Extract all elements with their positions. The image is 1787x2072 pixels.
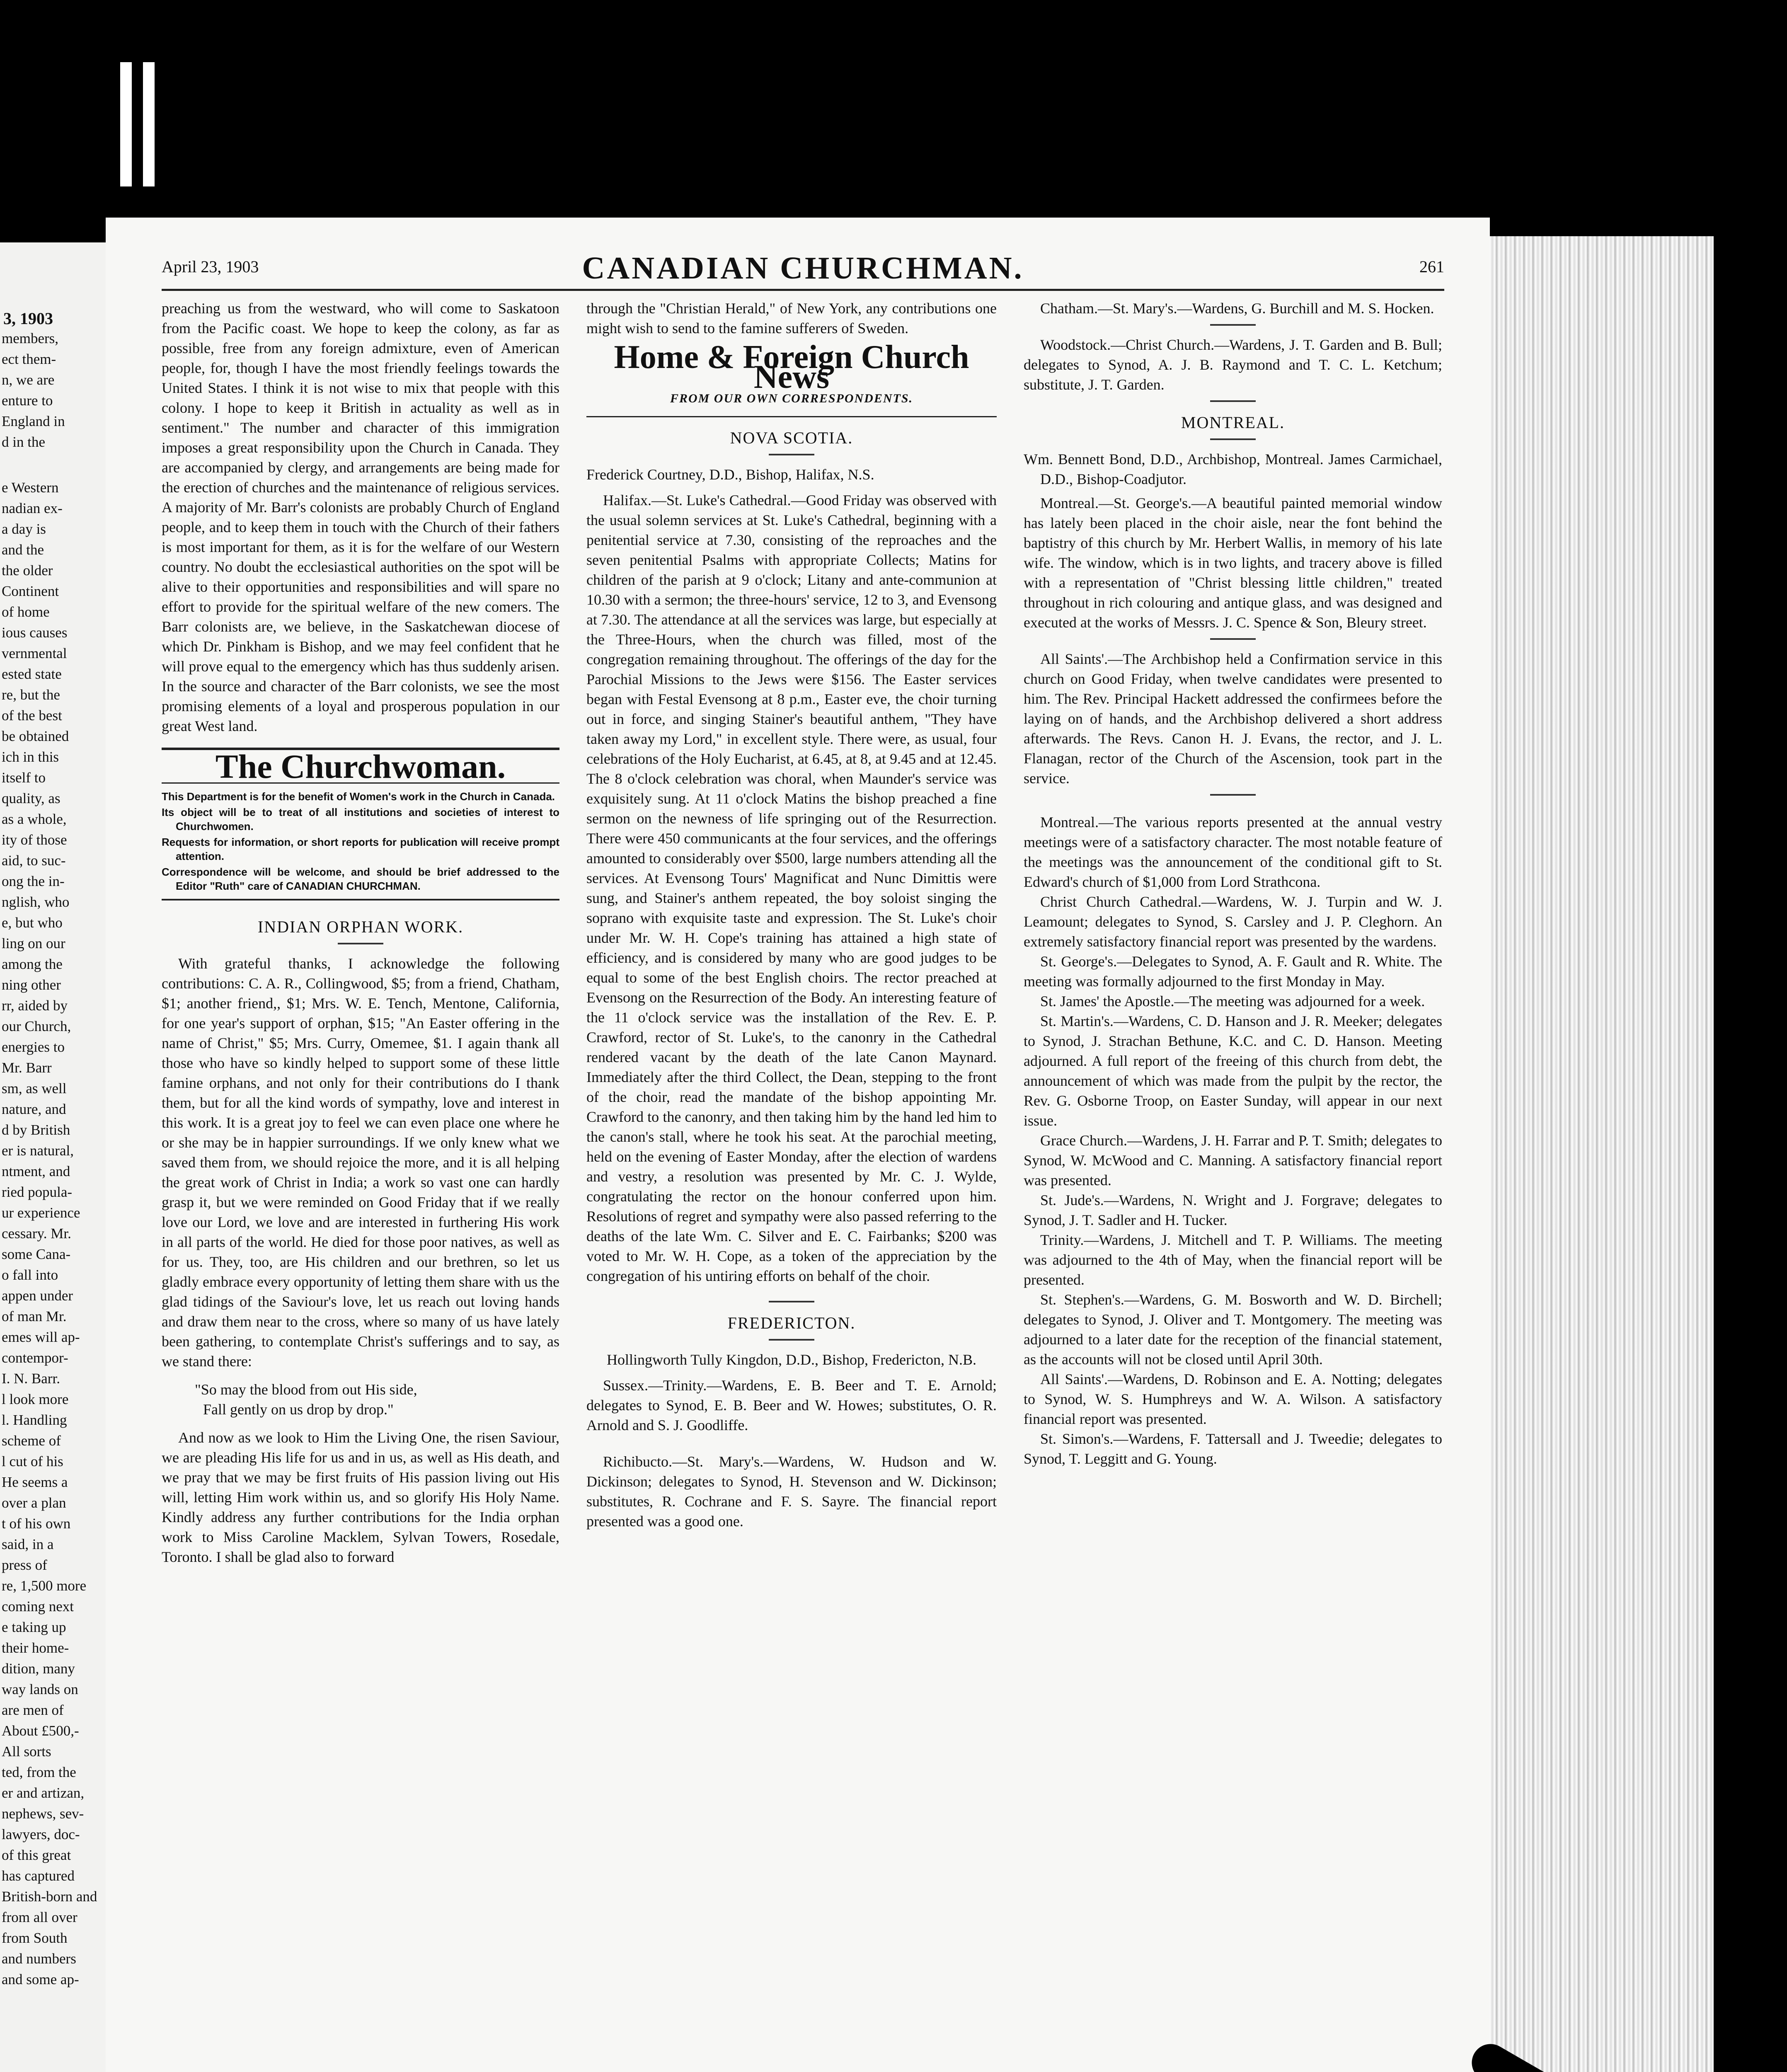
left-page-line: ted, from the: [2, 1764, 76, 1780]
barr-colony-paragraph: preaching us from the westward, who will come to Saskatoon from the Pacific coast. We hope to keep the colony, as far as possible, free from any foreign admixture, even of American people, for, though I have the most friendly feelings towards the United States. I think it is not wise to mix that people with this colony. I hope to keep it British in actuality as well as in sentiment." The number and character of this immigration imposes a great responsibility upon the Church in Canada. They are accompanied by clergy, and arrangements are being made for the erection of churches and the maintenance of religious services. A majority of Mr. Barr's colonists are probably Church of England people, and to keep them in touch with the Church of their fathers is most important for them, as it is for the welfare of our Western country. No doubt the ecclesiastical authorities on the spot will be alive to their opportunities and responsibilities and will spare no effort to provide for the spiritual welfare of the new comers. The Barr colonists are, we believe, in the Saskatchewan diocese of which Dr. Pinkham is Bishop, and we may feel confident that he will prove equal to the emergency which has thus suddenly arisen. In the source and character of the Barr colonists, we see the most promising elements of a loyal and prosperous population in our great West land.: [162, 300, 559, 734]
poem-line: Fall gently on us drop by drop.": [203, 1401, 394, 1418]
left-page-line: re, 1,500 more: [2, 1578, 87, 1594]
left-page-line: [0, 453, 117, 477]
church-news-subtitle: FROM OUR OWN CORRESPONDENTS.: [670, 392, 913, 405]
vestry-paragraph: St. Simon's.—Wardens, F. Tattersall and J. Tweedie; delegates to Synod, T. Leggitt and G. Young.: [1024, 1431, 1442, 1467]
subtitle-rule: [586, 416, 997, 417]
left-page-line: Continent: [2, 583, 59, 599]
left-page-line: nglish, who: [2, 894, 70, 910]
masthead-title: CANADIAN CHURCHMAN.: [582, 251, 1024, 286]
left-page-line: d by British: [2, 1122, 70, 1138]
left-page-line: from all over: [2, 1909, 77, 1925]
fredericton-heading: FREDERICTON.: [727, 1314, 856, 1332]
left-page-line: re, but the: [2, 687, 60, 703]
left-page-line: cessary. Mr.: [2, 1225, 71, 1242]
section-dash: [1210, 438, 1256, 440]
film-mark-top-right: [143, 62, 155, 186]
left-page-line: said, in a: [2, 1536, 54, 1552]
notice-item: Requests for information, or short reports for publication will receive prompt attention.: [162, 836, 559, 862]
left-page-line: energies to: [2, 1039, 65, 1055]
all-saints-confirmation-paragraph: All Saints'.—The Archbishop held a Confirmation service in this church on Good Friday, when twelve candidates were presented to him. The Rev. Principal Hackett addressed the confirmees before the laying on of hands, and the Archbishop delivered a short address afterwards. The Revs. Canon H. J. Evans, the rector, and J. L. Flanagan, rector of the Church of the Ascension, took part in the service.: [1024, 651, 1442, 787]
left-page-line: their home-: [2, 1640, 69, 1656]
newspaper-page: [106, 218, 1490, 2072]
left-page-line: ur experience: [2, 1205, 80, 1221]
left-page-line: quality, as: [2, 790, 61, 806]
left-page-line: press of: [2, 1557, 47, 1573]
left-page-line: ect them-: [2, 351, 56, 367]
left-page-line: England in: [2, 413, 65, 429]
left-page-line: and numbers: [2, 1951, 76, 1967]
orphan-paragraph: With grateful thanks, I acknowledge the following contributions: C. A. R., Collingwood, $5; from a friend, Chatham, $1; another friend,, $1; Mrs. W. E. Tench, Mentone, California, for one year's support of orphan, $15; "An Easter offering in the name of Christ," $5; Mrs. Curry, Omemee, $1. I again thank all those who have so kindly helped to support some of these little famine orphans, and not only for their contributions do I thank them, but for all the kind words of sympathy, love and interest in this work. It is a great joy to feel we can even place one where he or she may be in happier surroundings. If we only knew what we saved them from, we should rejoice the more, and it is all helping the great work of Christ in India; a work so vast one can hardly grasp it, but we were reminded on Good Friday that if we really love our Lord, we love and are interested in furthering His work in all parts of the world. He died for those poor natives, as well as for us. They, too, are His children and our brethren, so let us gladly embrace every opportunity of letting them share with us the glad tidings of the Saviour's love, let us reach out loving hands and draw them near to the cross, where so many of us have lately been gathering, to contemplate Christ's sufferings and to say, as we stand there:: [162, 955, 559, 1370]
vestry-paragraph: St. James' the Apostle.—The meeting was adjourned for a week.: [1040, 993, 1425, 1009]
left-page-line: enture to: [2, 392, 53, 409]
column-1: [162, 298, 559, 1567]
church-news-title: Home & Foreign Church News: [614, 339, 969, 395]
poem-line: "So may the blood from out His side,: [195, 1381, 417, 1398]
left-page-line: of this great: [2, 1847, 71, 1863]
left-page-line: rr, aided by: [2, 997, 68, 1014]
page-header: [162, 253, 1444, 286]
left-page-line: has captured: [2, 1868, 75, 1884]
left-page-line: n, we are: [2, 372, 55, 388]
section-dash: [769, 1339, 814, 1341]
left-page-line: among the: [2, 956, 63, 972]
vestry-paragraph: Trinity.—Wardens, J. Mitchell and T. P. Williams. The meeting was adjourned to the 4th of May, when the financial report will be presented.: [1024, 1232, 1442, 1288]
left-page-line: of the best: [2, 707, 62, 724]
montreal-bishops: Wm. Bennett Bond, D.D., Archbishop, Montreal. James Carmichael, D.D., Bishop-Coadjutor.: [1024, 451, 1442, 487]
left-page-line: er and artizan,: [2, 1785, 85, 1801]
left-page-line: l. Handling: [2, 1412, 67, 1428]
left-page-line: British-born and: [2, 1888, 97, 1905]
vestry-paragraph: St. Martin's.—Wardens, C. D. Hanson and J. R. Meeker; delegates to Synod, J. Strachan Bethune, K.C. and C. D. Hanson. Meeting adjourned. A full report of the freeing of this church from debt, the announcement of which was made from the pulpit by the rector, the Rev. G. Osborne Troop, on Easter Sunday, will appear in our next issue.: [1024, 1013, 1442, 1129]
left-page-line: of home: [2, 604, 50, 620]
woodstock-paragraph: Woodstock.—Christ Church.—Wardens, J. T. Garden and B. Bull; delegates to Synod, A. J. B. Raymond and T. C. L. Ketchum; substitute, J. T. Garden.: [1024, 336, 1442, 393]
left-page-line: l cut of his: [2, 1453, 63, 1469]
section-dash: [338, 943, 383, 944]
vestry-paragraph: Christ Church Cathedral.—Wardens, W. J. Turpin and W. J. Leamount; delegates to Synod, S. Carsley and J. P. Cleghorn. An extremely satisfactory financial report was presented by the wardens.: [1024, 893, 1442, 950]
section-dash: [769, 1301, 814, 1302]
left-page-line: appen under: [2, 1288, 73, 1304]
nova-scotia-bishop: Frederick Courtney, D.D., Bishop, Halifax, N.S.: [586, 466, 874, 483]
left-page-line: o fall into: [2, 1267, 58, 1283]
left-page-line: and the: [2, 542, 44, 558]
left-page-line: be obtained: [2, 728, 69, 744]
chatham-paragraph: Chatham.—St. Mary's.—Wardens, G. Burchill and M. S. Hocken.: [1040, 300, 1434, 317]
section-dash: [769, 454, 814, 455]
column-2: [586, 298, 997, 1531]
left-page-header: 3, 1903: [3, 309, 53, 328]
left-page-line: ious causes: [2, 625, 68, 641]
left-page-line: e, but who: [2, 915, 63, 931]
left-page-line: a day is: [2, 521, 46, 537]
left-page-line: sm, as well: [2, 1080, 67, 1097]
left-page-line: over a plan: [2, 1495, 66, 1511]
left-page-line: d in the: [2, 434, 45, 450]
left-page-line: emes will ap-: [2, 1329, 80, 1345]
notice-item: This Department is for the benefit of Women's work in the Church in Canada.: [162, 790, 555, 803]
st-georges-window-paragraph: Montreal.—St. George's.—A beautiful painted memorial window has lately been placed in the choir aisle, near the font behind the baptistry of this church by Mr. Herbert Wallis, in memory of his late wife. The window, which is in two lights, and tracery above is filled with a representation of "Christ blessing little children," treated throughout in rich colouring and antique glass, and was designed and executed at the works of Messrs. J. C. Spence & Son, Bleury street.: [1024, 495, 1442, 631]
closing-paragraph: And now as we look to Him the Living One, the risen Saviour, we are pleading His life for us and in us, as well as His death, and we pray that we may be first fruits of His passion living out His will, letting Him work within us, and so glorify His Holy Name. Kindly address any further contributions for the India orphan work to Miss Caroline Macklem, Sylvan Towers, Rosedale, Toronto. I shall be glad also to forward: [162, 1429, 559, 1565]
left-page-line: ntment, and: [2, 1163, 70, 1179]
page-number: 261: [1419, 257, 1444, 276]
left-page-line: e Western: [2, 479, 59, 496]
film-mark-top-left: [120, 62, 132, 186]
poem: [162, 1380, 559, 1419]
vestry-paragraph: Montreal.—The various reports presented at the annual vestry meetings were of a satisfactory character. The most notable feature of the meetings was the announcement of the conditional gift to St. Edward's church of $1,000 from Lord Strathcona.: [1024, 814, 1442, 890]
left-page-line: and some ap-: [2, 1971, 79, 1987]
left-page-line: the older: [2, 562, 53, 579]
left-page-line: nadian ex-: [2, 500, 63, 516]
left-page-line: All sorts: [2, 1743, 51, 1760]
left-page-line: er is natural,: [2, 1143, 74, 1159]
left-page-line: way lands on: [2, 1681, 78, 1697]
left-page-line: e taking up: [2, 1619, 66, 1635]
left-page-line: t of his own: [2, 1515, 71, 1532]
left-page-line: l look more: [2, 1391, 69, 1407]
left-page-line: from South: [2, 1930, 68, 1946]
vestry-paragraph: St. Stephen's.—Wardens, G. M. Bosworth and W. D. Birchell; delegates to Synod, J. Oliver and T. Montgomery. The meeting was adjourned to a later date for the reception of the financial statement, as the accounts will not be closed until April 30th.: [1024, 1291, 1442, 1368]
left-page-line: aid, to suc-: [2, 852, 66, 869]
notice-rule: [162, 899, 559, 900]
richibucto-paragraph: Richibucto.—St. Mary's.—Wardens, W. Hudson and W. Dickinson; delegates to Synod, H. Stevenson and W. Dickinson; substitutes, R. Cochrane and F. S. Sayre. The financial report presented was a good one.: [586, 1453, 997, 1530]
churchwoman-notices: [162, 789, 559, 893]
halifax-paragraph: Halifax.—St. Luke's Cathedral.—Good Friday was observed with the usual solemn services at St. Luke's Cathedral, beginning with a penitential service at 7.30, consisting of the reproaches and the seven penitential Psalms with appropriate Collects; Matins for children of the parish at 9 o'clock; Litany and ante-communion at 10.30 with a sermon; the three-hours' service, 12 to 3, and Evensong at 7.30. The attendance at all the services was large, but especially at the Three-Hours, when the church was filled, most of the congregation remaining throughout. The offerings of the day for the Parochial Missions to the Jews were $156. The Easter services began with Festal Evensong at 8 p.m., Easter eve, the choir turning out in force, and singing Stainer's beautiful anthem, "They have taken away my Lord," in excellent style. There were, as usual, four celebrations of the Holy Eucharist, at 6.45, at 8, at 9.45 and at 12.45. The 8 o'clock celebration was choral, when Maunder's service was exquisitely sung. At 11 o'clock Matins the bishop preached a fine sermon on the newness of life springing out of the Resurrection. There were 450 communicants at the four services, and the offerings amounted to considerably over $500, large numbers attending all the services. At Evensong Tours' Magnificat and Nunc Dimittis were sung, and Stainer's anthem repeated, the boy soloist singing the soprano with exquisite taste and expression. The St. Luke's choir under Mr. W. H. Cope's training has attained a high state of efficiency, and is considered by many who are good judges to be equal to some of the best English choirs. The rector preached at Evensong on the Resurrection of the Body. An interesting feature of the 11 o'clock service was the installation of the Rev. E. P. Crawford, rector of St. Luke's, to the canonry in the Cathedral rendered vacant by the death of the late Canon Maynard. Immediately after the third Collect, the Dean, stepping to the front of the choir, read the mandate of the bishop appointing Mr. Crawford to the canonry, and then taking him by the hand led him to the canon's stall, where he took his seat. At the parochial meeting, held on the evening of Easter Monday, after the election of wardens and vestry, a resolution was presented by Mr. C. J. Wylde, congratulating the rector on the honour conferred upon him. Resolutions of regret and sympathy were also passed referring to the deaths of the late Wm. C. Silver and E. C. Fairbanks; $200 was voted to Mr. W. H. Cope, as a token of the appreciation by the congregation of his untiring efforts on behalf of the choir.: [586, 492, 997, 1284]
sussex-paragraph: Sussex.—Trinity.—Wardens, E. B. Beer and T. E. Arnold; delegates to Synod, E. B. Beer and W. Howes; substitutes, O. R. Arnold and S. J. Goodliffe.: [586, 1377, 997, 1433]
left-page-line: lawyers, doc-: [2, 1826, 80, 1842]
left-page-line: are men of: [2, 1702, 64, 1718]
left-page-line: dition, many: [2, 1661, 75, 1677]
nova-scotia-heading: NOVA SCOTIA.: [730, 428, 853, 447]
left-page-line: vernmental: [2, 645, 67, 661]
notice-item: Correspondence will be welcome, and should be brief addressed to the Editor "Ruth" care of CANADIAN CHURCHMAN.: [162, 866, 559, 892]
left-page-line: ning other: [2, 977, 61, 993]
section-dash: [1210, 638, 1256, 640]
vestry-paragraph: St. George's.—Delegates to Synod, A. F. Gault and R. White. The meeting was formally adjourned to the first Monday in May.: [1024, 953, 1442, 990]
left-page-line: ong the in-: [2, 873, 65, 889]
left-page-line: ried popula-: [2, 1184, 73, 1200]
left-page-line: nephews, sev-: [2, 1806, 84, 1822]
left-page-line: I. N. Barr.: [2, 1370, 60, 1387]
left-page-line: Mr. Barr: [2, 1060, 52, 1076]
section-dash: [1210, 324, 1256, 326]
left-page-line: of man Mr.: [2, 1308, 67, 1324]
section-dash: [1210, 794, 1256, 796]
left-page-line: ling on our: [2, 935, 65, 951]
churchwoman-title: The Churchwoman.: [162, 748, 559, 784]
vestry-paragraph: St. Jude's.—Wardens, N. Wright and J. Forgrave; delegates to Synod, J. T. Sadler and H. Tucker.: [1024, 1192, 1442, 1228]
notice-item: Its object will be to treat of all institutions and societies of interest to Churchwomen.: [162, 806, 559, 833]
section-dash: [1210, 400, 1256, 402]
left-page-line: coming next: [2, 1598, 74, 1615]
left-page-line: contempor-: [2, 1350, 68, 1366]
left-page-line: nature, and: [2, 1101, 66, 1117]
left-page-line: ich in this: [2, 749, 59, 765]
left-page-line: some Cana-: [2, 1246, 71, 1262]
left-page-line: About £500,-: [2, 1723, 79, 1739]
left-page-line: our Church,: [2, 1018, 71, 1034]
left-page-line: scheme of: [2, 1433, 61, 1449]
fredericton-bishop: Hollingworth Tully Kingdon, D.D., Bishop, Fredericton, N.B.: [606, 1351, 977, 1368]
left-page-line: as a whole,: [2, 811, 67, 827]
page-edges: [1490, 236, 1714, 2072]
vestry-paragraph: All Saints'.—Wardens, D. Robinson and E. A. Notting; delegates to Synod, W. S. Humphreys and W. A. Wilson. A satisfactory financial report was presented.: [1024, 1371, 1442, 1427]
column-3: [1024, 298, 1442, 1469]
left-page-line: He seems a: [2, 1474, 68, 1490]
vestry-paragraph: Grace Church.—Wardens, J. H. Farrar and P. T. Smith; delegates to Synod, W. McWood and C. Manning. A satisfactory financial report was presented.: [1024, 1132, 1442, 1188]
montreal-heading: MONTREAL.: [1181, 413, 1285, 432]
sweden-paragraph: through the "Christian Herald," of New York, any contributions one might wish to send to the famine sufferers of Sweden.: [586, 300, 997, 336]
left-page-text: [0, 328, 117, 1990]
indian-orphan-heading: INDIAN ORPHAN WORK.: [257, 917, 464, 936]
header-rule: [162, 289, 1444, 291]
left-page-line: ity of those: [2, 832, 67, 848]
issue-date: April 23, 1903: [162, 257, 259, 276]
left-page-line: itself to: [2, 770, 46, 786]
left-page-fragment: [0, 242, 117, 2072]
left-page-line: members,: [2, 330, 59, 346]
left-page-line: ested state: [2, 666, 62, 682]
